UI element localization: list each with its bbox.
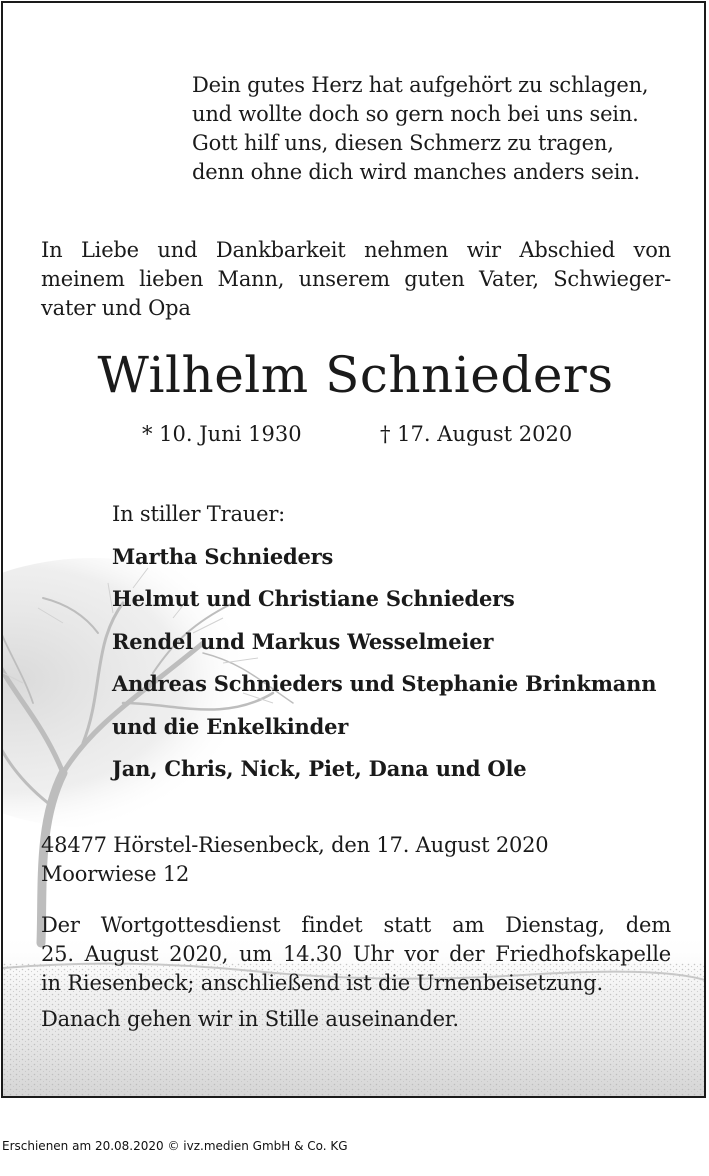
birth-date: * 10. Juni 1930 xyxy=(142,422,302,446)
service-line: in Riesenbeck; anschließend ist die Urnenbeisetzung. xyxy=(41,971,603,995)
publication-footer: Erschienen am 20.08.2020 © ivz.medien GmbH & Co. KG xyxy=(2,1139,348,1153)
poem-line: Dein gutes Herz hat aufgehört zu schlagen, xyxy=(192,73,649,97)
mourner-name: Rendel und Markus Wesselmeier xyxy=(112,628,494,654)
mourner-name: Jan, Chris, Nick, Piet, Dana und Ole xyxy=(112,756,527,781)
poem-line: Gott hilf uns, diesen Schmerz zu tragen, xyxy=(192,131,614,155)
deceased-name: Wilhelm Schnieders xyxy=(97,346,614,404)
service-line: 25. August 2020, um 14.30 Uhr vor der Friedhofskapelle xyxy=(41,942,671,966)
place-date-line: 48477 Hörstel-Riesenbeck, den 17. August 2020 xyxy=(41,833,549,857)
poem-line: denn ohne dich wird manches anders sein. xyxy=(192,160,641,184)
intro-paragraph xyxy=(41,236,671,323)
mourners-list xyxy=(112,493,656,791)
death-date: † 17. August 2020 xyxy=(380,422,573,446)
mourner-name: Helmut und Christiane Schnieders xyxy=(112,586,515,611)
poem-verse xyxy=(192,71,648,187)
mourner-name: Martha Schnieders xyxy=(112,543,334,569)
poem-line: und wollte doch so gern noch bei uns sein. xyxy=(192,102,639,126)
street-line: Moorwiese 12 xyxy=(41,862,190,886)
service-line: Danach gehen wir in Stille auseinander. xyxy=(41,1007,459,1031)
intro-line: vater und Opa xyxy=(41,296,191,320)
service-paragraph xyxy=(41,911,671,1034)
mourners-label: In stiller Trauer: xyxy=(112,502,286,526)
mourner-name: und die Enkelkinder xyxy=(112,713,349,739)
obituary-notice xyxy=(1,1,706,1098)
intro-line: meinem lieben Mann, unserem guten Vater, Schwieger- xyxy=(41,267,671,291)
intro-line: In Liebe und Dankbarkeit nehmen wir Abschied von xyxy=(41,238,671,262)
mourner-name: Andreas Schnieders und Stephanie Brinkmann xyxy=(112,671,657,696)
service-line: Der Wortgottesdienst findet statt am Dienstag, dem xyxy=(41,913,671,937)
address-block xyxy=(41,831,548,889)
